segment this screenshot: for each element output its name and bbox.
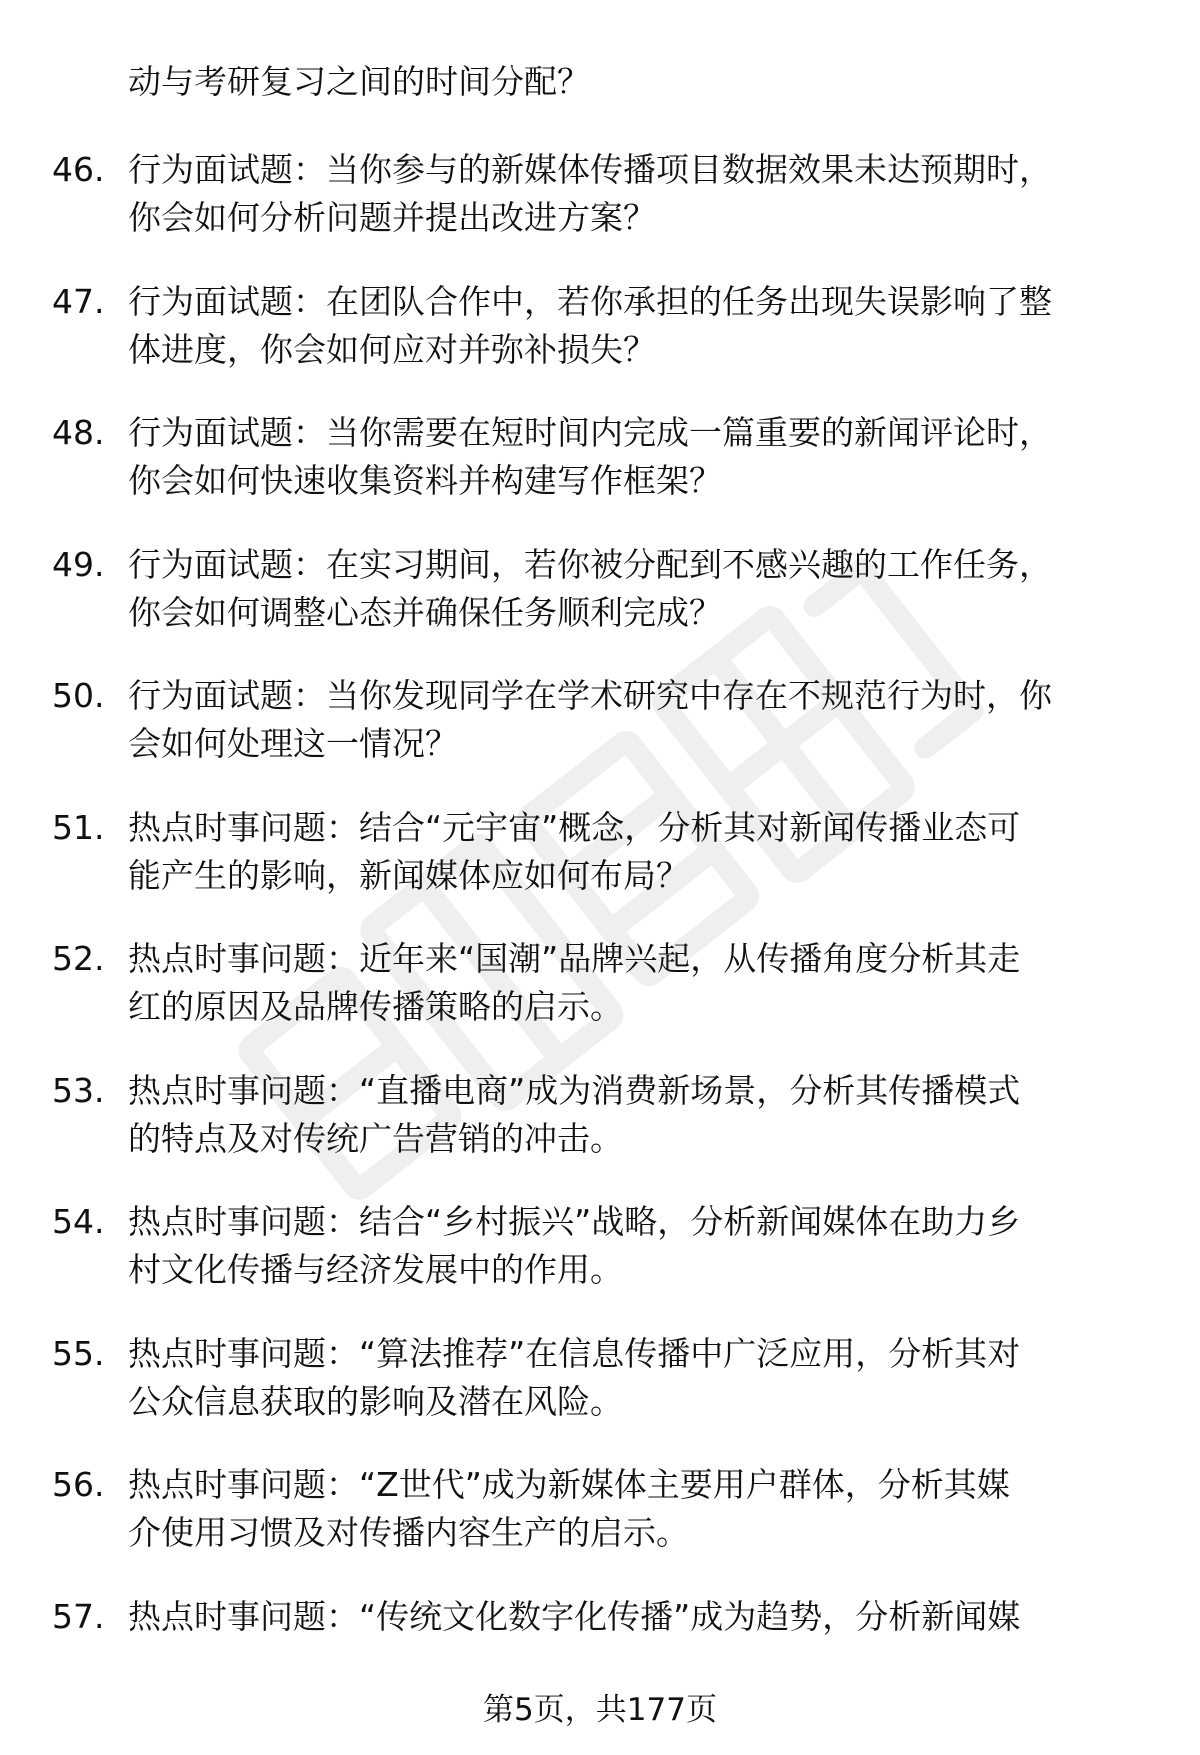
question-number: 54. [52,1202,105,1241]
question-list [0,146,1200,1724]
question-text-line: 行为面试题：在团队合作中，若你承担的任务出现失误影响了整 [128,281,1052,321]
question-text [128,1593,1138,1641]
question-text-line: 热点时事问题：“传统文化数字化传播”成为趋势，分析新闻媒 [128,1596,1021,1636]
question-text-line: 行为面试题：当你需要在短时间内完成一篇重要的新闻评论时， [128,413,1052,452]
question-number: 47. [52,281,105,321]
continuation-line: 动与考研复习之间的时间分配？ [128,62,590,101]
question-item [0,1330,1200,1462]
question-number: 53. [52,1070,105,1110]
question-number: 56. [52,1465,105,1504]
question-text [128,1461,1138,1557]
question-text [128,146,1138,242]
question-number: 55. [52,1333,105,1373]
question-text [128,1067,1138,1163]
question-text [128,409,1138,505]
page-footer: 第5页，共177页 [483,1692,717,1728]
question-text-line: 介使用习惯及对传播内容生产的启示。 [128,1513,689,1552]
question-text-line: 能产生的影响，新闻媒体应如何布局？ [128,855,689,895]
question-number: 57. [52,1596,105,1636]
question-number: 50. [52,676,105,715]
question-text [128,804,1138,900]
question-text-line: 行为面试题：当你参与的新媒体传播项目数据效果未达预期时， [128,150,1052,189]
question-text-line: 热点时事问题：结合“元宇宙”概念，分析其对新闻传播业态可 [128,807,1021,847]
question-item [0,1067,1200,1199]
question-text-line: 公众信息获取的影响及潜在风险。 [128,1381,623,1421]
question-item [0,1461,1200,1593]
question-text [128,672,1138,768]
question-number: 46. [52,150,105,189]
question-text-line: 热点时事问题：“算法推荐”在信息传播中广泛应用，分析其对 [128,1333,1021,1373]
question-text-line: 行为面试题：在实习期间，若你被分配到不感兴趣的工作任务， [128,544,1052,584]
question-text-line: 你会如何调整心态并确保任务顺利完成？ [128,592,722,632]
question-text-line: 热点时事问题：近年来“国潮”品牌兴起，从传播角度分析其走 [128,939,1021,978]
question-text-line: 红的原因及品牌传播策略的启示。 [128,987,623,1026]
question-text-line: 会如何处理这一情况？ [128,724,458,763]
question-text [128,1198,1138,1294]
question-text-line: 的特点及对传统广告营销的冲击。 [128,1118,623,1158]
question-item [0,146,1200,278]
question-text-line: 你会如何分析问题并提出改进方案？ [128,198,656,237]
question-item [0,804,1200,936]
question-text [128,935,1138,1031]
question-text [128,278,1138,374]
question-item [0,409,1200,541]
question-text [128,541,1138,637]
question-number: 52. [52,939,105,978]
question-item [0,935,1200,1067]
question-item [0,541,1200,673]
question-text-line: 你会如何快速收集资料并构建写作框架？ [128,461,722,500]
question-text [128,1330,1138,1426]
question-item [0,672,1200,804]
question-number: 48. [52,413,105,452]
question-text-line: 热点时事问题：“直播电商”成为消费新场景，分析其传播模式 [128,1070,1021,1110]
question-text-line: 热点时事问题：“Z世代”成为新媒体主要用户群体，分析其媒 [128,1465,1010,1504]
question-text-line: 村文化传播与经济发展中的作用。 [128,1250,623,1289]
question-text-line: 热点时事问题：结合“乡村振兴”战略，分析新闻媒体在助力乡 [128,1202,1021,1241]
question-text-line: 行为面试题：当你发现同学在学术研究中存在不规范行为时，你 [128,676,1052,715]
question-item [0,278,1200,410]
question-number: 49. [52,544,105,584]
question-item [0,1198,1200,1330]
question-number: 51. [52,807,105,847]
question-text-line: 体进度，你会如何应对并弥补损失？ [128,329,656,369]
